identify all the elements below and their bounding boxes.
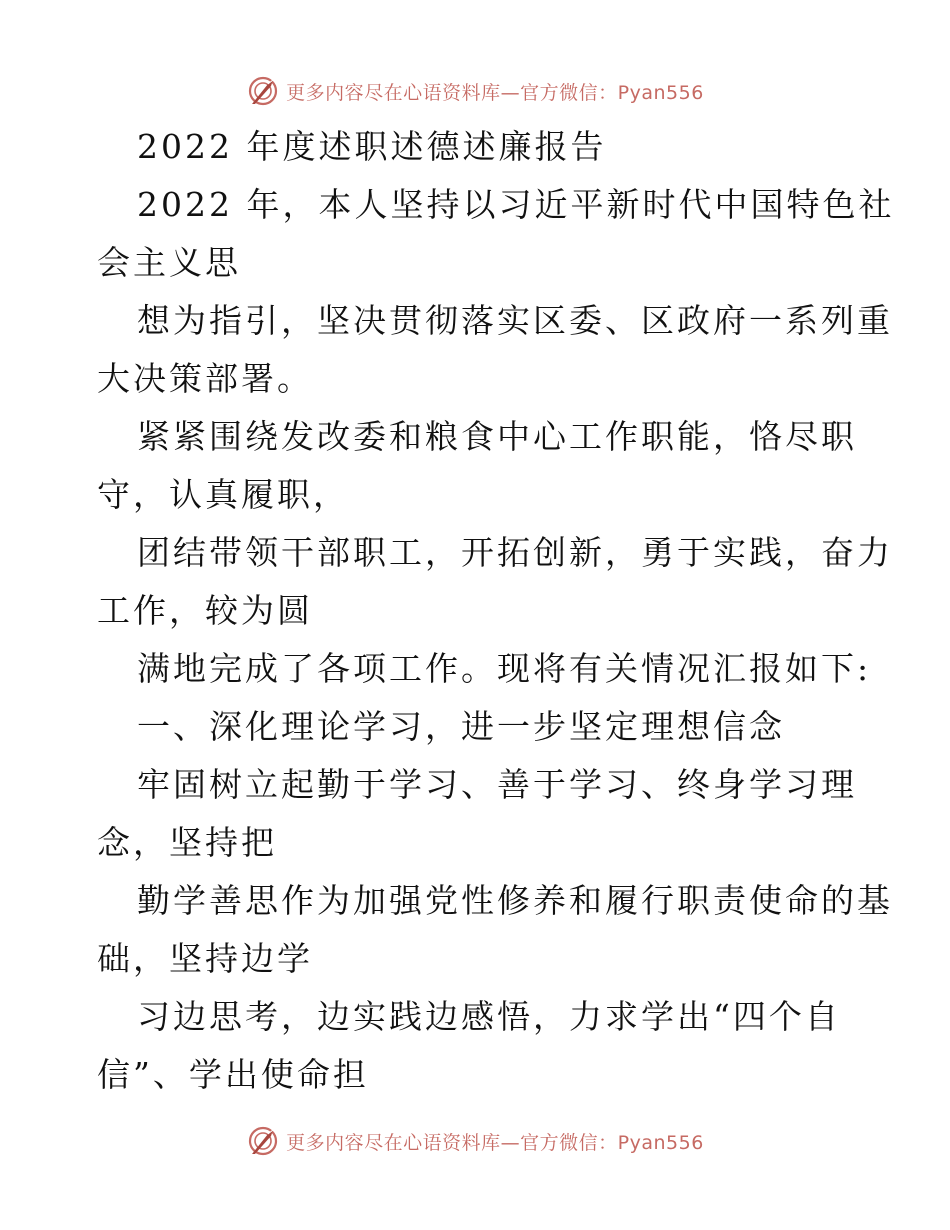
paragraph-line: 团结带领干部职工，开拓创新，勇于实践，奋力 [137, 533, 893, 572]
footer-watermark-text: 更多内容尽在心语资料库—官方微信：Pyan556 [286, 1131, 704, 1154]
footer-watermark [0, 1118, 950, 1164]
header-watermark [0, 68, 950, 114]
paragraph-line: 大决策部署。 [97, 359, 313, 398]
paragraph-line: 牢固树立起勤于学习、善于学习、终身学习理 [137, 765, 857, 804]
paragraph-line: 础，坚持边学 [97, 939, 313, 978]
paragraph-line: 念，坚持把 [97, 823, 277, 862]
paragraph-line: 信”、学出使命担 [97, 1055, 369, 1094]
paragraph-line: 勤学善思作为加强党性修养和履行职责使命的基 [137, 881, 893, 920]
section-heading: 一、深化理论学习，进一步坚定理想信念 [137, 707, 785, 746]
quill-pen-logo-icon [246, 1124, 280, 1158]
paragraph-line: 想为指引，坚决贯彻落实区委、区政府一系列重 [137, 301, 893, 340]
paragraph-line: 工作，较为圆 [97, 591, 313, 630]
paragraph-line: 紧紧围绕发改委和粮食中心工作职能，恪尽职 [137, 417, 857, 456]
header-watermark-text: 更多内容尽在心语资料库—官方微信：Pyan556 [286, 81, 704, 104]
paragraph-line: 满地完成了各项工作。现将有关情况汇报如下: [137, 649, 872, 688]
paragraph-line: 2022 年，本人坚持以习近平新时代中国特色社 [137, 185, 895, 224]
quill-pen-logo-icon [246, 74, 280, 108]
paragraph-line: 守，认真履职， [97, 475, 349, 514]
paragraph-line: 会主义思 [97, 243, 241, 282]
document-title: 2022 年度述职述德述廉报告 [137, 127, 607, 166]
paragraph-line: 习边思考，边实践边感悟，力求学出“四个自 [137, 997, 841, 1036]
